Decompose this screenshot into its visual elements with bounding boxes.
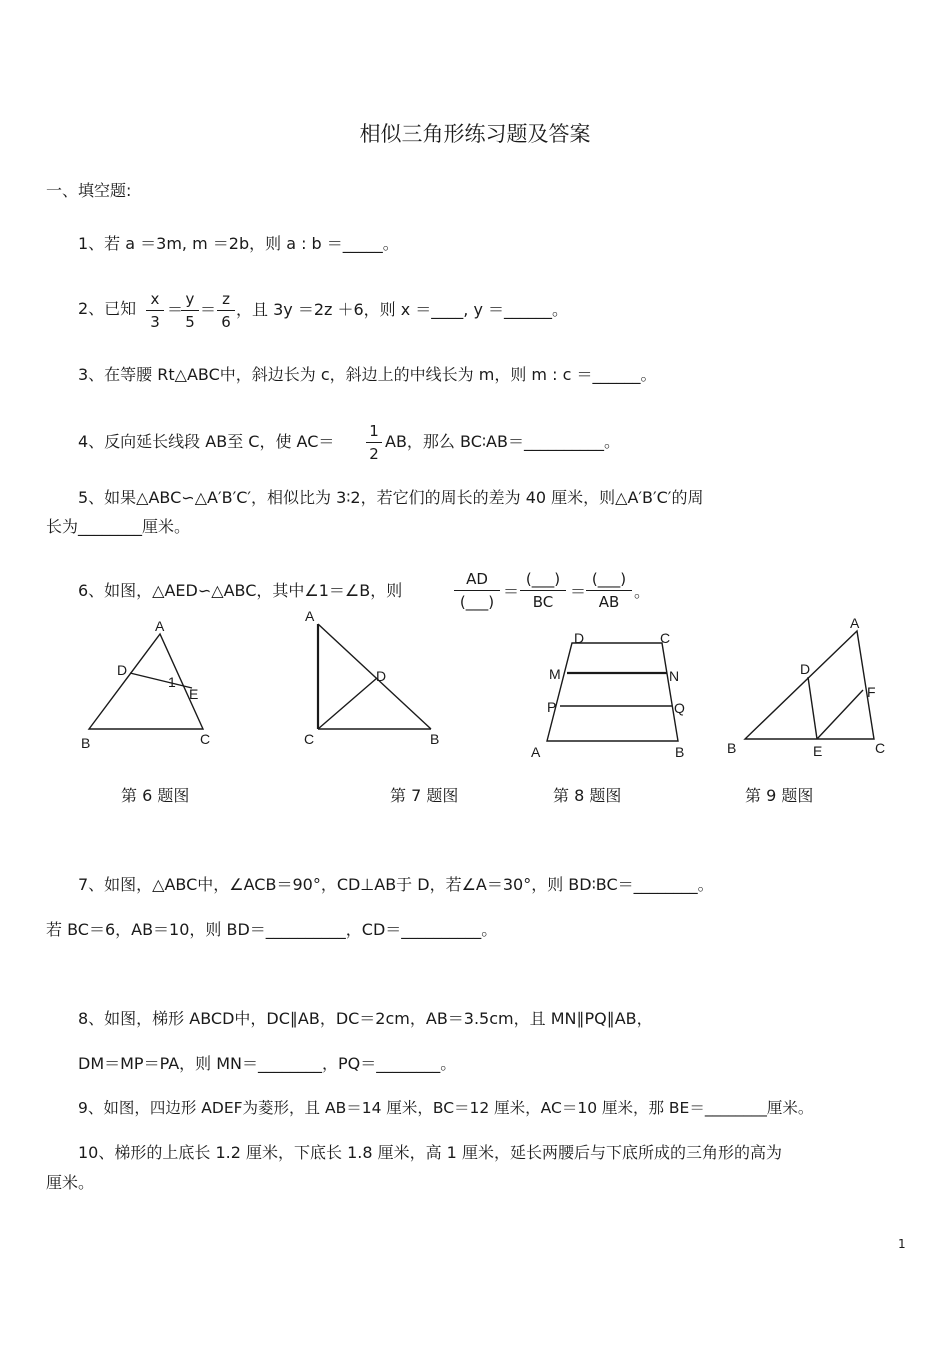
page-title: 相似三角形练习题及答案 <box>359 122 591 146</box>
fraction-blank-over-ab: (___) AB <box>586 570 632 611</box>
question-6-prefix: 6、如图，△AED∽△ABC，其中∠1＝∠B，则 <box>78 581 403 600</box>
equals-sign: ＝ <box>167 300 184 319</box>
label-b: B <box>81 735 91 751</box>
figure-9-caption: 第 9 题图 <box>745 786 814 805</box>
equals-sign: ＝ <box>200 300 217 319</box>
label-d: D <box>117 662 128 678</box>
question-6-suffix: 。 <box>634 582 651 601</box>
figure-9 <box>727 615 885 759</box>
label-c: C <box>875 740 886 756</box>
figure-8-caption: 第 8 题图 <box>553 786 622 805</box>
fraction-one-half: 1 2 <box>366 422 382 463</box>
segment-cd <box>318 678 377 729</box>
figure-8 <box>531 630 685 760</box>
question-7-line-1: 7、如图，△ABC中，∠ACB＝90°，CD⊥AB于 D，若∠A＝30°，则 BD∶BC＝________。 <box>78 875 714 894</box>
question-5-line-1: 5、如果△ABC∽△A′B′C′，相似比为 3∶2，若它们的周长的差为 40 厘米，则△A′B′C′的周 <box>78 488 704 507</box>
triangle-abc <box>89 634 203 729</box>
label-e: E <box>189 686 199 702</box>
label-angle-1: 1 <box>168 674 176 690</box>
label-p: P <box>547 699 557 715</box>
label-d: D <box>800 661 811 677</box>
equals-sign: ＝ <box>570 582 587 601</box>
label-d: D <box>376 668 387 684</box>
label-b: B <box>727 740 737 756</box>
label-q: Q <box>674 700 685 716</box>
question-10-line-1: 10、梯形的上底长 1.2 厘米，下底长 1.8 厘米，高 1 厘米，延长两腰后与下底所成的三角形的高为 <box>78 1143 782 1162</box>
question-8-line-1: 8、如图，梯形 ABCD中，DC∥AB，DC＝2cm，AB＝3.5cm，且 MN∥PQ∥AB， <box>78 1009 653 1028</box>
segment-ab <box>318 624 431 729</box>
label-c: C <box>304 731 315 747</box>
question-5-line-2: 长为________厘米。 <box>46 517 191 536</box>
figure-6 <box>81 618 210 751</box>
label-a: A <box>155 618 165 634</box>
question-9: 9、如图，四边形 ADEF为菱形，且 AB＝14 厘米，BC＝12 厘米，AC＝10 厘米，那 BE＝________厘米。 <box>78 1099 814 1117</box>
section-heading: 一、填空题: <box>46 181 132 200</box>
figure-7-caption: 第 7 题图 <box>390 786 459 805</box>
question-4-prefix: 4、反向延长线段 AB至 C，使 AC＝ <box>78 432 335 451</box>
fraction-blank-over-bc: (___) BC <box>520 570 566 611</box>
label-n: N <box>669 668 680 684</box>
question-2-prefix: 2、已知 <box>78 299 137 318</box>
label-b: B <box>430 731 440 747</box>
label-a: A <box>305 608 315 624</box>
fraction-ad-over-blank: AD (___) <box>454 570 500 611</box>
label-m: M <box>549 666 561 682</box>
trapezoid-abcd <box>547 643 678 741</box>
fraction-z-over-6: z 6 <box>217 290 235 331</box>
figure-7 <box>304 608 439 747</box>
segment-de <box>130 673 192 688</box>
figure-6-caption: 第 6 题图 <box>121 786 190 805</box>
label-e: E <box>813 743 823 759</box>
question-2-suffix: ，且 3y ＝2z ＋6，则 x ＝____, y ＝______。 <box>236 300 569 319</box>
segment-ef <box>817 690 863 739</box>
label-f: F <box>867 684 876 700</box>
label-a: A <box>531 744 541 760</box>
fraction-x-over-3: x 3 <box>146 290 164 331</box>
equals-sign: ＝ <box>503 582 520 601</box>
question-4-suffix: AB，那么 BC∶AB＝__________。 <box>385 432 620 451</box>
segment-de <box>808 677 817 739</box>
label-b: B <box>675 744 685 760</box>
question-10-line-2: 厘米。 <box>46 1173 95 1192</box>
fraction-y-over-5: y 5 <box>181 290 199 331</box>
page-number: 1 <box>898 1237 906 1251</box>
question-3: 3、在等腰 Rt△ABC中，斜边长为 c，斜边上的中线长为 m，则 m : c ＝______。 <box>78 365 657 384</box>
question-8-line-2: DM＝MP＝PA，则 MN＝________，PQ＝________。 <box>78 1054 457 1073</box>
label-c: C <box>200 731 211 747</box>
label-c: C <box>660 630 671 646</box>
question-7-line-2: 若 BC＝6，AB＝10，则 BD＝__________，CD＝__________。 <box>46 920 498 939</box>
label-d: D <box>574 630 585 646</box>
question-1: 1、若 a ＝3m, m ＝2b，则 a : b ＝_____。 <box>78 234 399 253</box>
label-a: A <box>850 615 860 631</box>
